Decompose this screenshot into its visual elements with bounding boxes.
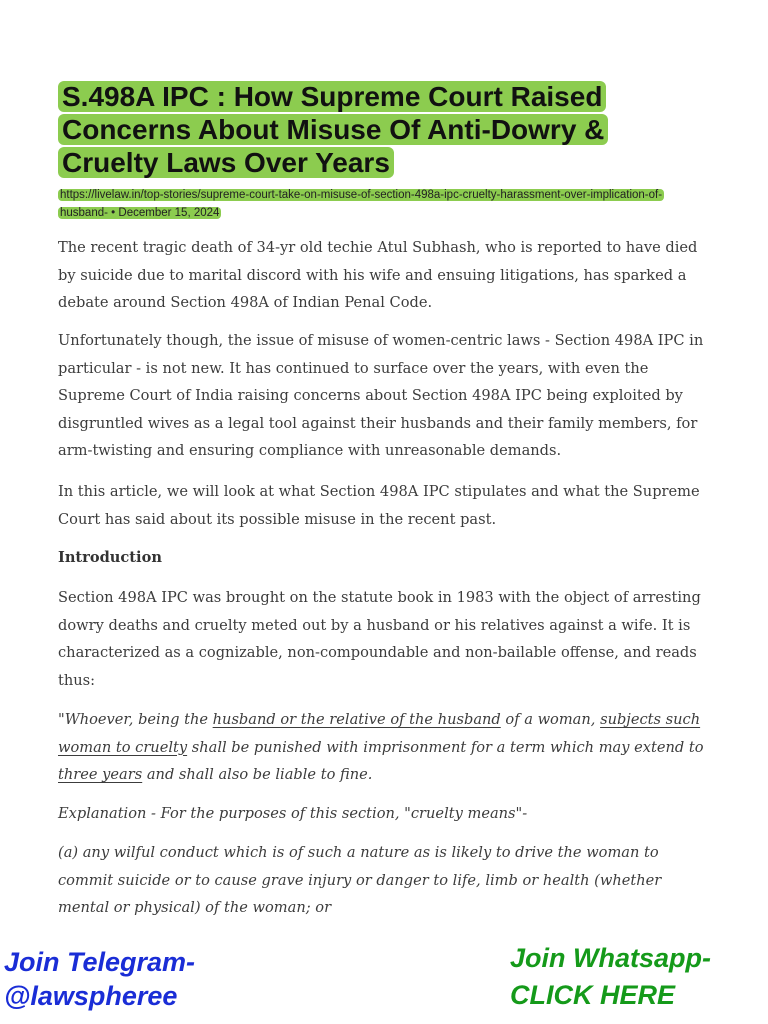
whatsapp-promo-line1: Join Whatsapp-: [510, 943, 711, 973]
article-title: [58, 80, 708, 179]
quote-text: and shall also be liable to fine.: [142, 766, 373, 783]
section-heading-introduction: Introduction: [58, 549, 162, 566]
intro-paragraph: Section 498A IPC was brought on the statute book in 1983 with the object of arresting dowry deaths and cruelty meted out by a husband or his relatives against a wife. It is characterized as a cognizable, non-compoundable and non-bailable offense, and reads thus:: [58, 589, 701, 689]
paragraph-3: In this article, we will look at what Section 498A IPC stipulates and what the Supreme Court has said about its possible misuse in the recent past.: [58, 483, 700, 528]
telegram-promo-line2: @lawspheree: [4, 981, 178, 1011]
meta-highlight: [58, 189, 664, 219]
quote-text: shall be punished with imprisonment for a term which may extend to: [187, 738, 704, 756]
paragraph-2: Unfortunately though, the issue of misuse of women-centric laws - Section 498A IPC in particular - is not new. It has continued to surface over the years, with even the Supreme Court of India raising concerns about Section 498A IPC being exploited by disgruntled wives as a legal tool against their husbands and their family members, for arm-twisting and ensuring compliance with unreasonable demands.: [58, 332, 704, 459]
quote-underline-husband: husband or the relative of the husband: [212, 711, 501, 728]
quote-underline-term: three years: [58, 766, 143, 783]
article-meta: [58, 186, 698, 222]
whatsapp-promo-line2: CLICK HERE: [510, 980, 676, 1010]
article-date: December 15, 2024: [118, 207, 220, 219]
statute-quote: [58, 706, 708, 789]
title-highlight: S.498A IPC : How Supreme Court Raised Concerns About Misuse Of Anti-Dowry & Cruelty Laws Over Years: [58, 81, 608, 178]
source-link[interactable]: https://livelaw.in/top-stories/supreme-court-take-on-misuse-of-section-498a-ipc-cruelty-harassment-over-implication-of-husband-: [60, 189, 663, 219]
paragraph-1: The recent tragic death of 34-yr old techie Atul Subhash, who is reported to have died by suicide due to marital discord with his wife and ensuing litigations, has sparked a debate around Section 498A of Indian Penal Code.: [58, 239, 698, 311]
quote-underline-cruelty: subjects such woman to cruelty: [58, 711, 701, 756]
whatsapp-promo-link[interactable]: [510, 940, 711, 1014]
explanation-text: Explanation - For the purposes of this section, "cruelty means"-: [58, 805, 528, 822]
meta-separator: •: [111, 207, 116, 219]
clause-a-text: (a) any wilful conduct which is of such a nature as is likely to drive the woman to commit suicide or to cause grave injury or danger to life, limb or health (whether mental or physical) of the woman; or: [58, 844, 662, 916]
telegram-promo-line1: Join Telegram-: [4, 947, 196, 977]
quote-text: of a woman,: [500, 711, 601, 728]
telegram-promo-link[interactable]: [4, 945, 195, 1013]
quote-text: "Whoever, being the: [58, 711, 213, 728]
